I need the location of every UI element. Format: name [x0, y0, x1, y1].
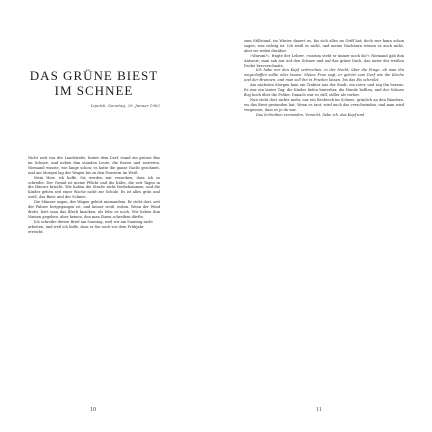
- paragraph: Die Männer sagen, der Wagen gehört niemandem. Er steht dort, seit der Fahrer fortgegangen ist, und keiner weiß, wohin. Wenn der Wind dreht, hört man das Blech knacken, als lebe es noch. Wir haben ihm Namen gegeben, aber keinen, den man Ihnen schreiben dürfte.: [28, 200, 160, 219]
- title-line-2: IM SCHNEE: [54, 83, 134, 98]
- right-page: [216, 0, 432, 432]
- paragraph: Das Schreiben vermeiden, Vorsicht, liebe ich, das Kopf und: [256, 112, 365, 117]
- page-number: 11: [316, 407, 322, 413]
- chapter-title: [28, 68, 160, 98]
- page-number: 10: [90, 407, 96, 413]
- paragraph: Nun steht dort nichts mehr, nur ein Rechteck im Schnee, grünlich an den Rändern, wo das Biest gestanden hat. Wenn es taut, wird auch das verschwinden, und man wird vergessen, dass es je da war.: [244, 97, 404, 112]
- paragraph: Mein Herr, ich hoffe, Sie werden mir verzeihen, dass ich so schreibe. Der Grund ist meine Pflicht und die Kälte, die seit Tagen in die Häuser kriecht. Wir haben die Straße nicht freibekommen, und die Kinder gehen seit einer Woche nicht zur Schule. Es ist alles grün und weiß, das Biest und der Schnee.: [28, 175, 160, 200]
- paragraph: Am nächsten Morgen kam ein Traktor aus der Stadt, ein roter, und zog ihn heraus. Es war ein lauter Tag; die Kinder liefen hinterher, die Hunde bellten, und der Schnee flog hoch über die Felder. Danach war es still, stiller als vorher.: [244, 83, 404, 97]
- left-body-text: [28, 156, 160, 235]
- title-line-1: DAS GRÜNE BIEST: [29, 68, 159, 83]
- paragraph: »Warum?«, fragte der Lehrer, »warum steht er immer noch da?« Niemand gab ihm Antwort; man sah nur auf den Schnee und auf das grüne Dach, das unter der weißen Decke hervorschaute.: [244, 53, 404, 68]
- paragraph: Nicht weit von der Landstraße, hinter dem Dorf, stand ein grüner Bus im Schnee, und neben ihm standen Leute, die froren und warteten. Niemand wusste, wie lange schon; es hatte die ganze Nacht geschneit, und am Morgen lag der Wagen bis zu den Fenstern im Weiß.: [28, 156, 160, 175]
- paragraph: Ich schreibe diesen Brief am Sonntag, weil wir am Sonntag nicht arbeiten, und weil ich hoffe, dass er Sie noch vor dem Frühjahr erreicht.: [28, 219, 153, 234]
- dateline: Lipetsk, Sonntag, 29. Januar 1962: [90, 103, 160, 108]
- right-body-text: [244, 39, 404, 118]
- paragraph: zum Stillstand, im Winter dauert es, bis sich alles im Griff hat; doch wer kann schon sagen, was richtig ist. Ich weiß es nicht, und meine Nachbarn wissen es auch nicht, aber sie reden darüber.: [244, 39, 404, 53]
- paragraph: Ich habe mir den Kopf zerbrochen, in der Nacht, über die Frage, ob man ihn wegschaffen sollte oder lassen. Meine Frau sagt, er gehört zum Dorf wie die Kirche und der Brunnen, und man soll ihn in Frieden lassen, bis das Eis schmilzt.: [244, 68, 404, 83]
